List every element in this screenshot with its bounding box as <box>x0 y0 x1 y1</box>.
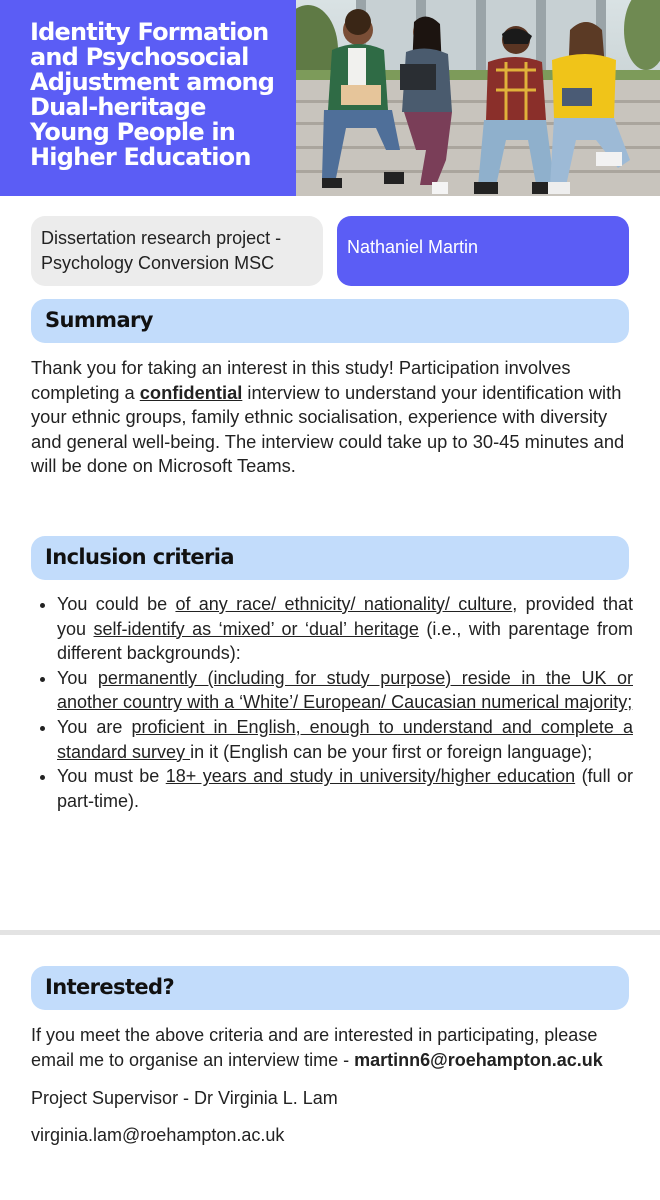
title-line: and Psychosocial <box>30 43 249 71</box>
interested-text: If you meet the above criteria and are interested in participating, please email me to organise an interview time - martinn6@roehampton.ac.uk <box>31 1025 603 1070</box>
summary-heading: Summary <box>31 299 629 343</box>
criteria-item: • You must be 18+ years and study in university/higher education (full or part-time). <box>57 764 633 813</box>
confidential-emphasis: confidential <box>139 381 243 403</box>
title-panel <box>0 0 296 196</box>
title-line: Adjustment among <box>30 68 275 96</box>
criteria-item: • You could be of any race/ ethnicity/ nationality/ culture, provided that you self-identify as ‘mixed’ or ‘dual’ heritage (i.e., with parentage from different backgrounds): <box>57 592 633 666</box>
title-line: Identity Formation <box>30 18 269 46</box>
contact-email-link[interactable]: martinn6@roehampton.ac.uk <box>354 1050 603 1070</box>
supervisor-line: Project Supervisor - Dr Virginia L. Lam <box>31 1088 338 1108</box>
project-type-line: Psychology Conversion MSC <box>41 253 275 273</box>
title-line: Higher Education <box>30 143 251 171</box>
interested-heading: Interested? <box>31 966 629 1010</box>
supervisor-email-link[interactable]: virginia.lam@roehampton.ac.uk <box>31 1125 285 1145</box>
summary-text: Thank you for taking an interest in this study! Participation involves completing a confidential interview to understand your identification with your ethnic groups, family ethnic socialisation, experience with diversity and general well-being. The interview could take up to 30-45 minutes and will be done on Microsoft Teams. <box>31 357 625 476</box>
project-type-box <box>31 216 323 286</box>
poster-header <box>0 0 660 196</box>
criteria-item: • You are proficient in English, enough to understand and complete a standard survey in it (English can be your first or foreign language); <box>57 715 633 764</box>
students-photo <box>296 0 660 196</box>
poster-title <box>30 20 286 170</box>
project-type-line: Dissertation research project - <box>41 228 282 248</box>
criteria-item: • You permanently (including for study purpose) reside in the UK or another country with a ‘White’/ European/ Caucasian numerical majority; <box>57 666 633 715</box>
title-line: Dual-heritage <box>30 93 206 121</box>
author-box <box>337 216 629 286</box>
section-divider <box>0 930 660 935</box>
title-line: Young People in <box>30 118 236 146</box>
inclusion-list <box>31 592 633 813</box>
inclusion-heading: Inclusion criteria <box>31 536 629 580</box>
author-name: Nathaniel Martin <box>347 237 479 257</box>
